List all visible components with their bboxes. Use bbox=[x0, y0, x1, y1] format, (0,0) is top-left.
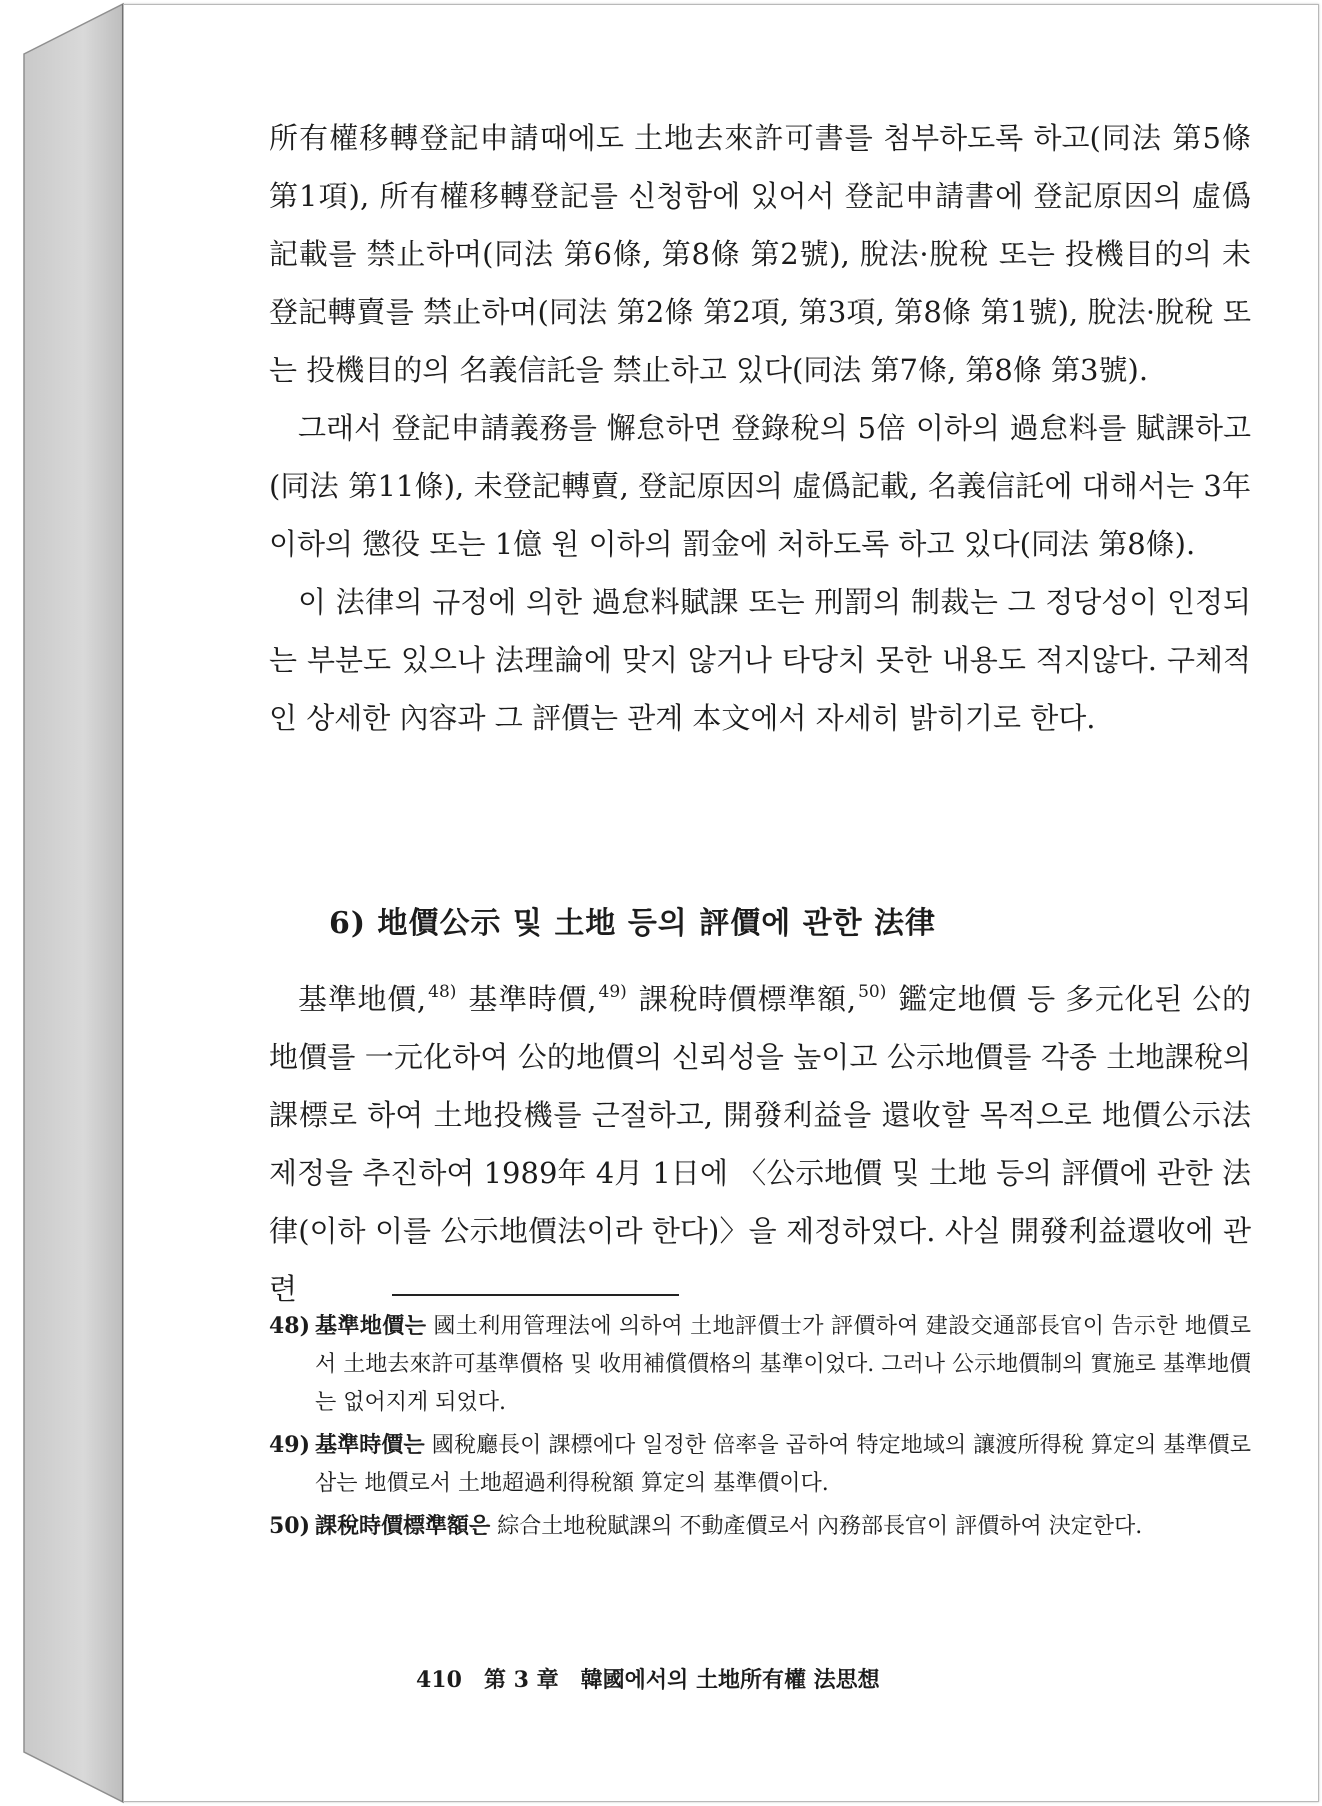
text-segment: 基準地價, bbox=[298, 982, 427, 1016]
footnote-ref-49: 49) bbox=[598, 982, 627, 1002]
footnote-divider bbox=[392, 1294, 679, 1296]
paragraph: 그래서 登記申請義務를 懈怠하면 登錄稅의 5倍 이하의 過怠料를 賦課하고(同法 第11條), 未登記轉賣, 登記原因의 虛僞記載, 名義信託에 대해서는 3年 이하의 懲役 또는 1億 원 이하의 罰金에 처하도록 하고 있다(同法 第8條). bbox=[269, 411, 1251, 561]
page-number: 410 bbox=[416, 1667, 462, 1693]
paragraph: 이 法律의 규정에 의한 過怠料賦課 또는 刑罰의 制裁는 그 정당성이 인정되는 부분도 있으나 法理論에 맞지 않거나 타당치 못한 내용도 적지않다. 구체적인 상세한 內容과 그 評價는 관계 本文에서 자세히 밝히기로 한다. bbox=[269, 585, 1251, 735]
body-text-bottom bbox=[269, 970, 1251, 1318]
document-page bbox=[123, 4, 1319, 1802]
footnote-text: 國稅廳長이 課標에다 일정한 倍率을 곱하여 特定地域의 讓渡所得稅 算定의 基準價로 삼는 地價로서 土地超過利得稅額 算定의 基準價이다. bbox=[315, 1433, 1251, 1496]
section-heading: 6) 地價公示 및 土地 등의 評價에 관한 法律 bbox=[329, 906, 937, 941]
footnote-number: 48) bbox=[269, 1313, 311, 1339]
text-segment: 基準時價, bbox=[458, 982, 597, 1016]
footnote-text: 綜合土地稅賦課의 不動產價로서 內務部長官이 評價하여 決定한다. bbox=[490, 1514, 1143, 1539]
footnote-number: 49) bbox=[269, 1432, 311, 1458]
footnote-48 bbox=[269, 1307, 1251, 1422]
footnote-50 bbox=[269, 1507, 1251, 1546]
footnote-ref-48: 48) bbox=[428, 982, 457, 1002]
chapter-label: 第 3 章 bbox=[483, 1667, 559, 1693]
footnote-number: 50) bbox=[269, 1513, 311, 1539]
footnote-text: 國土利用管理法에 의하여 土地評價士가 評價하여 建設交通部長官이 告示한 地價로서 土地去來許可基準價格 및 收用補償價格의 基準이었다. 그러나 公示地價制의 實施로 基準地價는 없어지게 되었다. bbox=[315, 1314, 1251, 1415]
footnote-term: 課稅時價標準額은 bbox=[315, 1513, 491, 1539]
body-text-top bbox=[269, 109, 1251, 747]
footnotes bbox=[269, 1307, 1251, 1550]
footnote-term: 基準地價는 bbox=[315, 1313, 426, 1339]
paragraph bbox=[269, 970, 1251, 1318]
text-segment: 課稅時價標準額, bbox=[628, 982, 857, 1016]
chapter-title: 韓國에서의 土地所有權 法思想 bbox=[580, 1667, 880, 1693]
footnote-49 bbox=[269, 1426, 1251, 1503]
paragraph: 所有權移轉登記申請때에도 土地去來許可書를 첨부하도록 하고(同法 第5條 第1項), 所有權移轉登記를 신청함에 있어서 登記申請書에 登記原因의 虛僞記載를 禁止하며(同法 第6條, 第8條 第2號), 脫法·脫稅 또는 投機目的의 未登記轉賣를 禁止하며(同法 第2條 第2項, 第3項, 第8條 第1號), 脫法·脫稅 또는 投機目的의 名義信託을 禁止하고 있다(同法 第7條, 第8條 第3號). bbox=[269, 121, 1251, 387]
running-footer bbox=[416, 1663, 902, 1694]
footnote-term: 基準時價는 bbox=[315, 1432, 425, 1458]
footnote-ref-50: 50) bbox=[858, 982, 887, 1002]
text-segment: 鑑定地價 등 多元化된 公的地價를 一元化하여 公的地價의 신뢰성을 높이고 公示地價를 각종 土地課稅의 課標로 하여 土地投機를 근절하고, 開發利益을 還收할 목적으로 地價公示法 제정을 추진하여 1989年 4月 1日에 〈公示地價 및 土地 등의 評價에 관한 法律(이하 이를 公示地價法이라 한다)〉을 제정하였다. 사실 開發利益還收에 관련 bbox=[269, 982, 1252, 1306]
